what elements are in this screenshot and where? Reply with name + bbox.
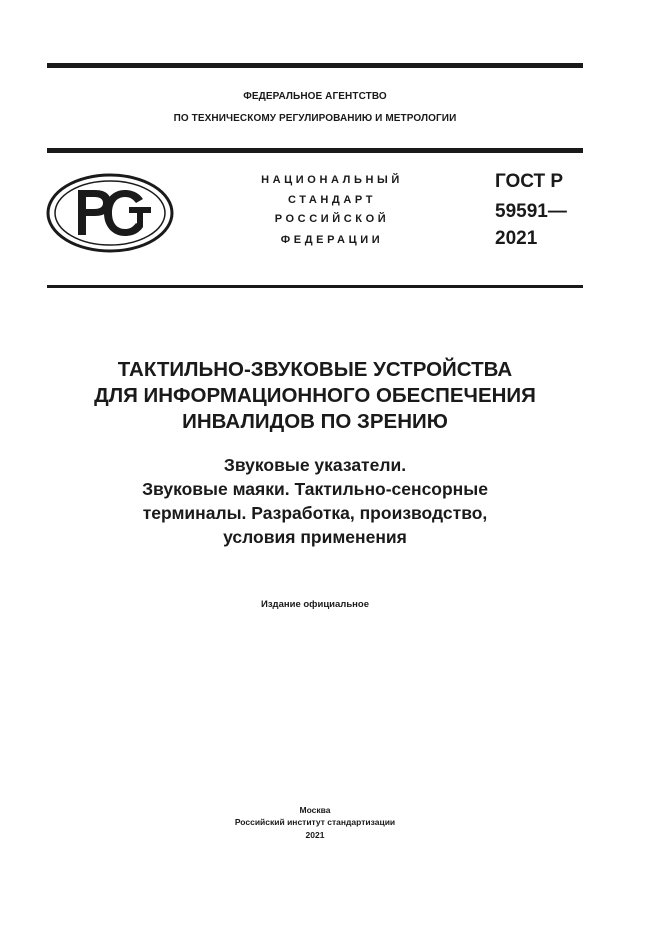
imprint-publisher: Российский институт стандартизации (234, 817, 396, 827)
document-subtitle-line-2: Звуковые маяки. Тактильно-сенсорные (142, 479, 488, 499)
document-subtitle-line-4: условия применения (223, 527, 407, 547)
imprint-city: Москва (299, 805, 331, 815)
document-subtitle-line-3: терминалы. Разработка, производство, (142, 503, 488, 523)
designation-line-2: 59591— (495, 201, 567, 222)
edition-label: Издание официальное (261, 599, 369, 610)
document-title-line-2: ДЛЯ ИНФОРМАЦИОННОГО ОБЕСПЕЧЕНИЯ (94, 384, 536, 407)
designation-line-3: 2021 (495, 228, 538, 249)
agency-line-2: ПО ТЕХНИЧЕСКОМУ РЕГУЛИРОВАНИЮ И МЕТРОЛОГИИ (173, 113, 457, 124)
document-title-line-1: ТАКТИЛЬНО-ЗВУКОВЫЕ УСТРОЙСТВА (117, 358, 513, 381)
document-title-line-3: ИНВАЛИДОВ ПО ЗРЕНИЮ (182, 410, 448, 433)
document-subtitle-line-1: Звуковые указатели. (223, 455, 407, 475)
top-rule (47, 63, 583, 68)
bottom-rule (47, 285, 583, 288)
standard-type-line-3: РОССИЙСКОЙ (274, 213, 390, 225)
gost-r-logo-icon (45, 172, 175, 254)
imprint-year: 2021 (305, 830, 325, 840)
standard-type-line-1: НАЦИОНАЛЬНЫЙ (261, 174, 403, 186)
standard-type-line-2: СТАНДАРТ (287, 194, 377, 206)
agency-line-1: ФЕДЕРАЛЬНОЕ АГЕНТСТВО (243, 91, 387, 102)
designation-line-1: ГОСТ Р (495, 171, 564, 192)
middle-rule (47, 148, 583, 153)
standard-type-line-4: ФЕДЕРАЦИИ (280, 234, 384, 246)
